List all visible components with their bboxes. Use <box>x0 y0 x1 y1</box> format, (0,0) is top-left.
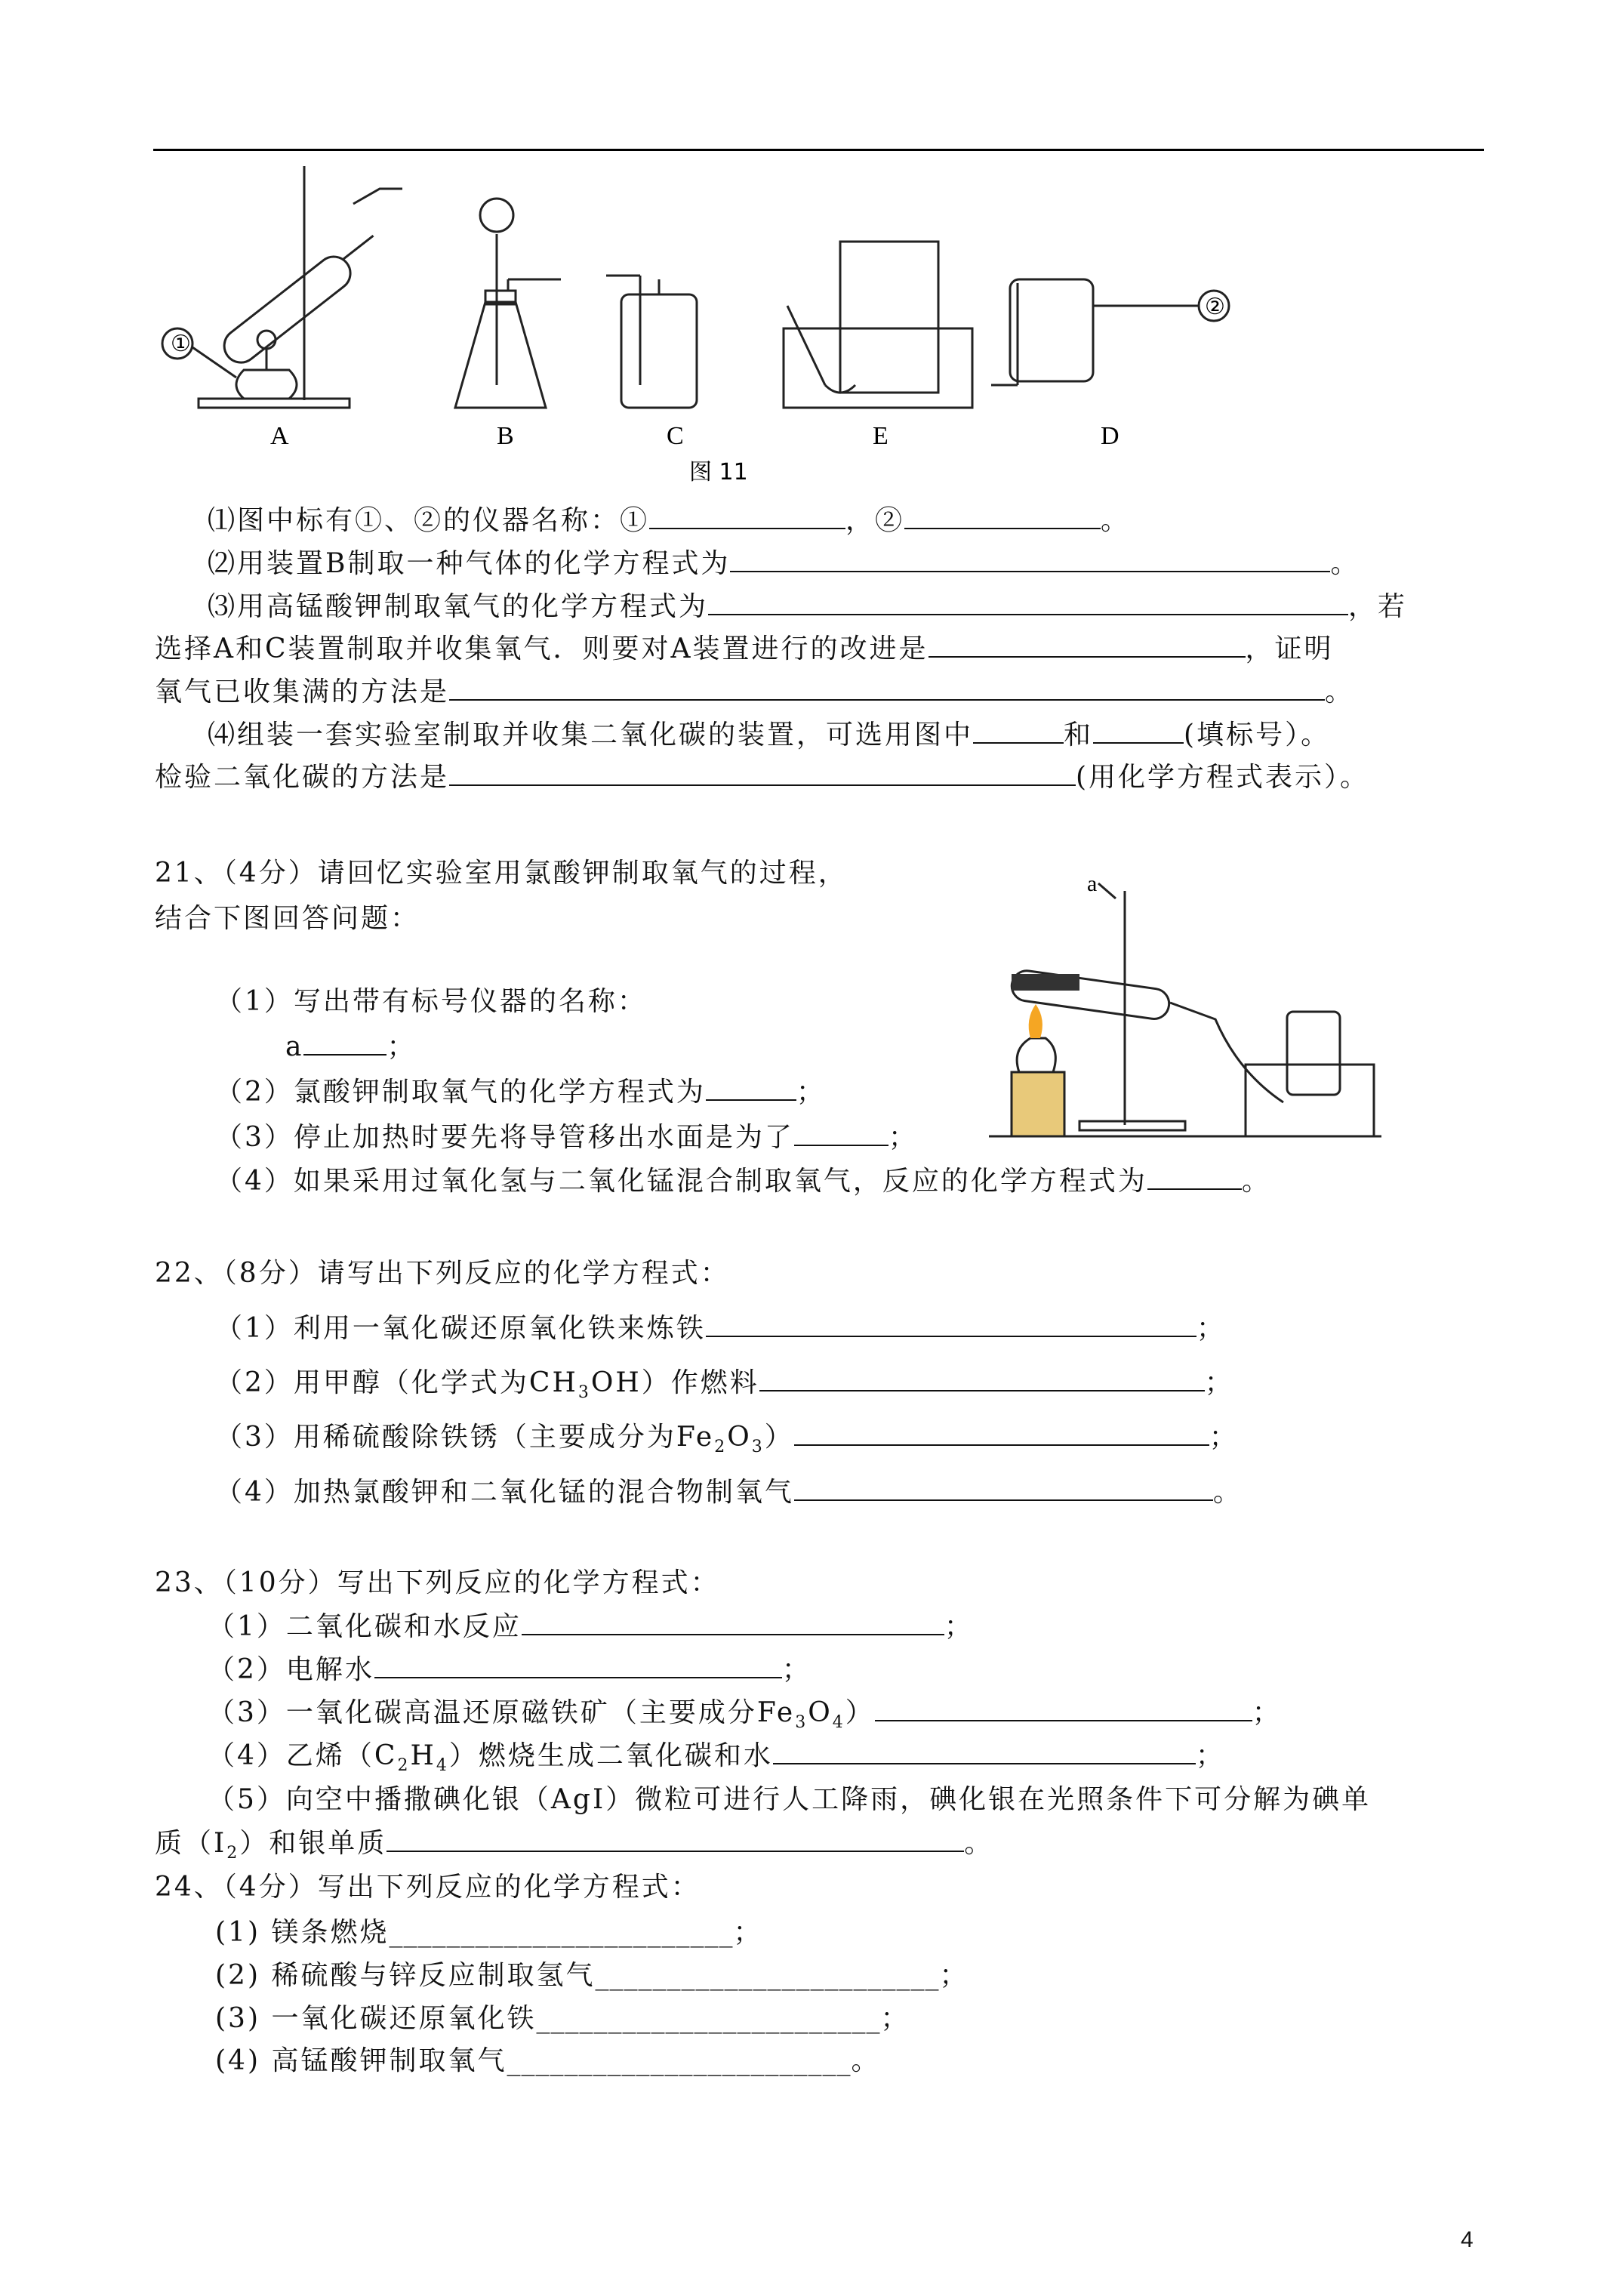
q20-part2: ⑵用装置B制取一种气体的化学方程式为 。 <box>208 548 1360 579</box>
label-E: E <box>873 422 888 450</box>
header-rule <box>153 149 1484 151</box>
q22-title: 22、（8分）请写出下列反应的化学方程式： <box>155 1258 730 1289</box>
q23-sub5b: 质$(I_2)$和银单质 。 <box>155 1828 994 1863</box>
q22-sub4: （4）加热氯酸钾和二氧化锰的混合物制氧气 。 <box>215 1477 1243 1508</box>
page-number: 4 <box>1461 2227 1474 2252</box>
q21-sub3: （3）停止加热时要先将导管移出水面是为了 ； <box>215 1122 918 1153</box>
q21-sub1a: a ； <box>285 1031 417 1062</box>
q23-title: 23、（10分）写出下列反应的化学方程式： <box>155 1567 720 1598</box>
q20-part4b: 检验二氧化碳的方法是 (用化学方程式表示）。 <box>155 762 1370 793</box>
label-C: C <box>667 422 684 450</box>
q21-sub1: （1）写出带有标号仪器的名称： <box>215 986 647 1017</box>
q22-sub3: （3）用稀硫酸除铁锈（主要成分为$Fe_2O_3$） ； <box>215 1422 1239 1457</box>
q23-sub5: （5）向空中播撒碘化银（AgI）微粒可进行人工降雨，碘化银在光照条件下可分解为碘单 <box>208 1784 1372 1815</box>
marker-2: ② <box>1205 294 1225 320</box>
q23-sub1: （1）二氧化碳和水反应 ； <box>208 1611 974 1642</box>
figure-q21-apparatus <box>989 876 1389 1148</box>
q21-line2: 结合下图回答问题： <box>155 903 420 934</box>
q22-sub2: （2）用甲醇（化学式为$CH_3OH$）作燃料 ； <box>215 1367 1234 1403</box>
q23-sub2: （2）电解水 ； <box>208 1654 812 1685</box>
q24-sub2: (2) 稀硫酸与锌反应制取氢气________________________； <box>215 1960 969 1991</box>
figure-caption: 图 11 <box>689 459 748 485</box>
q23-sub3: （3）一氧化碳高温还原磁铁矿（主要成分$Fe_3O_4$） ； <box>208 1697 1282 1733</box>
q24-sub3: (3) 一氧化碳还原氧化铁________________________； <box>215 2003 910 2034</box>
q24-title: 24、（4分）写出下列反应的化学方程式： <box>155 1872 701 1903</box>
label-A: A <box>270 422 289 450</box>
q24-sub1: (1) 镁条燃烧________________________； <box>215 1917 763 1948</box>
q23-sub4: （4）乙烯$(C_2H_4)$燃烧生成二氧化碳和水 ； <box>208 1740 1225 1776</box>
q20-part1: ⑴图中标有①、②的仪器名称：① ，② 。 <box>208 505 1131 536</box>
fig21-label-a: a <box>1087 876 1098 896</box>
label-D: D <box>1101 422 1119 450</box>
q22-sub1: （1）利用一氧化碳还原氧化铁来炼铁 ； <box>215 1313 1226 1344</box>
label-B: B <box>497 422 514 450</box>
q20-part3: ⑶用高锰酸钾制取氧气的化学方程式为 ，若 <box>208 591 1408 622</box>
q21-sub2: （2）氯酸钾制取氧气的化学方程式为 ； <box>215 1077 826 1108</box>
figure-11-apparatus <box>153 159 1258 491</box>
q20-part3c: 氧气已收集满的方法是 。 <box>155 676 1355 707</box>
q20-part4: ⑷组装一套实验室制取并收集二氧化碳的装置，可选用图中 和 (填标号）。 <box>208 720 1331 750</box>
q24-sub4: (4) 高锰酸钾制取氧气________________________。 <box>215 2045 881 2076</box>
q21-line1: 21、（4分）请回忆实验室用氯酸钾制取氧气的过程， <box>155 858 848 889</box>
q21-sub4: （4）如果采用过氧化氢与二氧化锰混合制取氧气，反应的化学方程式为 。 <box>215 1166 1271 1197</box>
marker-1: ① <box>171 331 191 357</box>
q20-part3b: 选择A和C装置制取并收集氧气．则要对A装置进行的改进是 ，证明 <box>155 633 1334 664</box>
